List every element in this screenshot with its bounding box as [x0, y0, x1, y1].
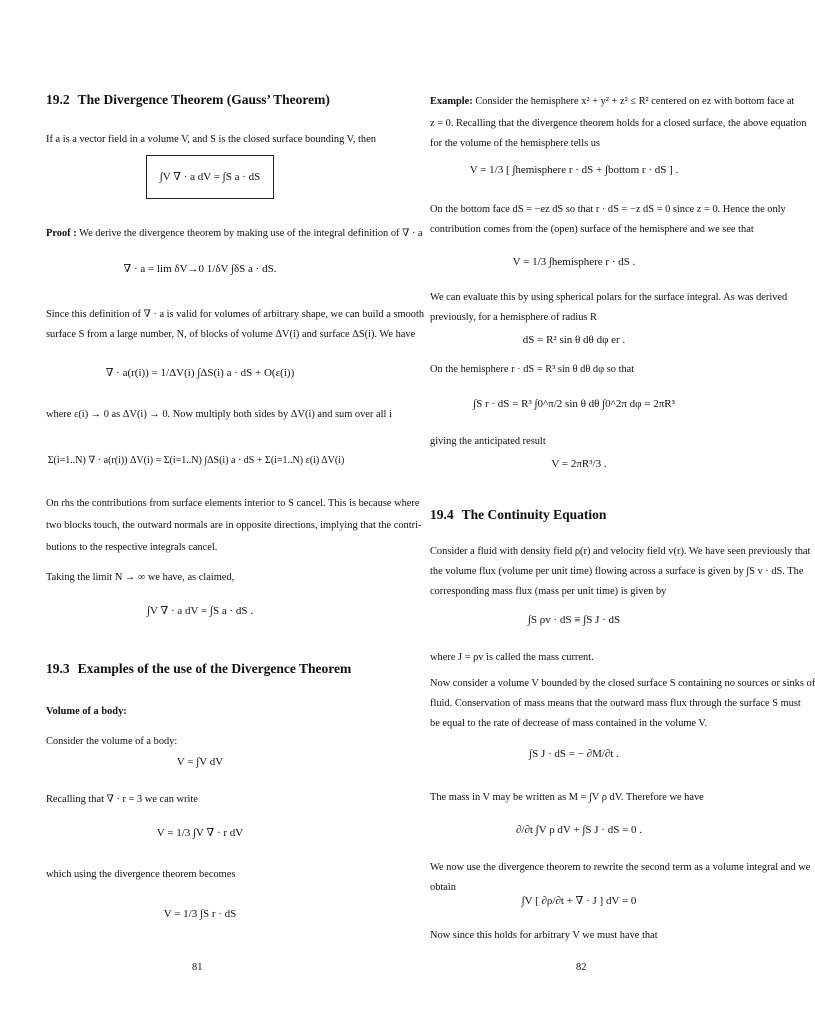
volume-of-body-heading: Volume of a body:: [46, 706, 127, 717]
recalling-text: Recalling that ∇ · r = 3 we can write: [46, 794, 198, 805]
definition-paragraph-line-1: Since this definition of ∇ · a is valid for volumes of arbitrary shape, we can build a smooth: [46, 309, 425, 320]
claimed-equation: ∫V ∇ · a dV = ∫S a · dS .: [147, 605, 253, 617]
example-paragraph-line-2: z = 0. Recalling that the divergence theorem holds for a closed surface, the above equation: [430, 118, 807, 129]
polar-paragraph-line-1: We can evaluate this by using spherical polars for the surface integral. As was derived: [430, 292, 788, 303]
sum-equation: Σ(i=1..N) ∇ · a(r(i)) ΔV(i) = Σ(i=1..N) ∫ΔS(i) a · dS + Σ(i=1..N) ε(i) ΔV(i): [47, 455, 345, 466]
consider-volume-text: Consider the volume of a body:: [46, 736, 178, 747]
definition-paragraph-line-2: surface S from a large number, N, of blocks of volume ΔV(i) and surface ΔS(i). We have: [46, 329, 416, 340]
where-epsilon-text: where ε(i) → 0 as ΔV(i) → 0. Now multiply both sides by ΔV(i) and sum over all i: [46, 409, 392, 420]
volume-integral-zero-equation: ∫V [ ∂ρ/∂t + ∇ · J ] dV = 0: [521, 895, 637, 907]
rhs-paragraph-line-1: On rhs the contributions from surface elements interior to S cancel. This is because where: [46, 498, 420, 509]
right-page: [384, 0, 815, 1024]
divergence-rewrite-line-1: We now use the divergence theorem to rewrite the second term as a volume integral and we: [430, 862, 811, 873]
volume-divergence-equation: V = 1/3 ∫V ∇ · r dV: [156, 827, 244, 839]
fluid-paragraph-line-2: the volume flux (volume per unit time) flowing across a surface is given by ∫S v · dS. The: [430, 566, 804, 577]
block-equation: ∇ · a(r(i)) = 1/ΔV(i) ∫ΔS(i) a · dS + O(ε(i)): [105, 367, 295, 379]
mass-conservation-equation: ∫S J · dS = − ∂M/∂t .: [529, 748, 619, 760]
divergence-rewrite-line-2: obtain: [430, 882, 456, 893]
example-paragraph-line-3: for the volume of the hemisphere tells us: [430, 138, 600, 149]
bottom-face-line-1: On the bottom face dS = −ez dS so that r · dS = −z dS = 0 since z = 0. Hence the only: [430, 204, 786, 215]
volume-surface-equation: V = 1/3 ∫S r · dS: [163, 908, 237, 920]
page-number-82: 82: [576, 962, 587, 973]
rhs-paragraph-line-2: two blocks touch, the outward normals are in opposite directions, implying that the contri-: [46, 520, 422, 531]
spherical-integral-equation: ∫S r · dS = R³ ∫0^π/2 sin θ dθ ∫0^2π dφ = 2πR³: [473, 398, 675, 410]
anticipated-result-equation: V = 2πR³/3 .: [551, 458, 607, 470]
on-hemisphere-text: On the hemisphere r · dS = R³ sin θ dθ dφ so that: [430, 364, 635, 375]
closed-volume-line-3: be equal to the rate of decrease of mass contained in the volume V.: [430, 718, 708, 729]
fluid-paragraph-line-3: corresponding mass flux (mass per unit time) is given by: [430, 586, 667, 597]
hemisphere-volume-equation: V = 1/3 [ ∫hemisphere r · dS + ∫bottom r · dS ] .: [469, 164, 679, 176]
hemisphere-only-equation: V = 1/3 ∫hemisphere r · dS .: [512, 256, 636, 268]
page-number-81: 81: [192, 962, 203, 973]
section-heading-19-3: 19.3 Examples of the use of the Divergence Theorem: [46, 661, 352, 676]
which-using-text: which using the divergence theorem becomes: [46, 869, 236, 880]
arbitrary-volume-text: Now since this holds for arbitrary V we must have that: [430, 930, 658, 941]
integral-definition-equation: ∇ · a = lim δV→0 1/δV ∫δS a · dS.: [123, 263, 277, 275]
section-heading-19-2: 19.2 The Divergence Theorem (Gauss’ Theorem): [46, 92, 330, 107]
closed-volume-line-1: Now consider a volume V bounded by the closed surface S containing no sources or sinks of: [430, 678, 815, 689]
closed-volume-line-2: fluid. Conservation of mass means that the outward mass flux through the surface S must: [430, 698, 801, 709]
mass-current-text: where J = ρv is called the mass current.: [430, 652, 594, 663]
example-paragraph-line-1: Example: Consider the hemisphere x² + y² + z² ≤ R² centered on ez with bottom face at: [430, 96, 795, 107]
polar-paragraph-line-2: previously, for a hemisphere of radius R: [430, 312, 597, 323]
proof-paragraph: Proof : We derive the divergence theorem by making use of the integral definition of ∇ · a: [46, 228, 423, 239]
rhs-paragraph-line-3: butions to the respective integrals cancel.: [46, 542, 218, 553]
divergence-theorem-boxed-equation: ∫V ∇ · a dV = ∫S a · dS: [146, 155, 274, 199]
fluid-paragraph-line-1: Consider a fluid with density field ρ(r) and velocity field v(r). We have seen previously that: [430, 546, 811, 557]
bottom-face-line-2: contribution comes from the (open) surface of the hemisphere and we see that: [430, 224, 754, 235]
continuity-integral-equation: ∂/∂t ∫V ρ dV + ∫S J · dS = 0 .: [515, 824, 643, 836]
volume-integral-equation: V = ∫V dV: [176, 756, 224, 768]
giving-text: giving the anticipated result: [430, 436, 546, 447]
surface-element-equation: dS = R² sin θ dθ dφ er .: [522, 334, 626, 346]
limit-text: Taking the limit N → ∞ we have, as claimed,: [46, 572, 235, 583]
mass-in-volume-text: The mass in V may be written as M = ∫V ρ dV. Therefore we have: [430, 792, 704, 803]
section-heading-19-4: 19.4 The Continuity Equation: [430, 507, 607, 522]
intro-text: If a is a vector field in a volume V, and S is the closed surface bounding V, then: [46, 134, 376, 145]
mass-flux-equation: ∫S ρv · dS ≡ ∫S J · dS: [527, 614, 621, 626]
